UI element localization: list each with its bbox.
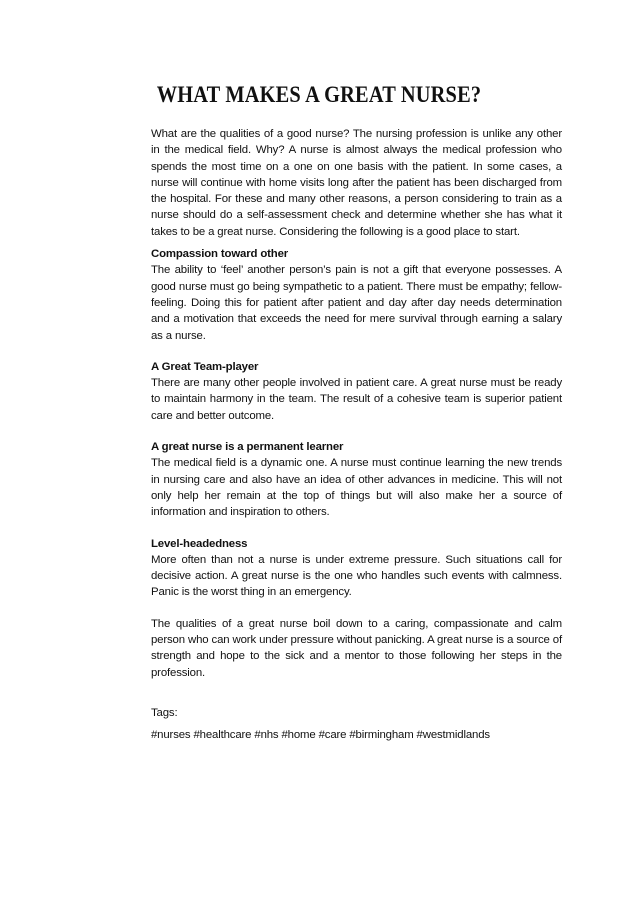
section-compassion: [151, 246, 562, 344]
conclusion-paragraph: The qualities of a great nurse boil down to a caring, compassionate and calm person who can work under pressure without panicking. A great nurse is a source of strength and hope to the sick and a mentor to those following her steps in the profession.: [151, 617, 562, 679]
intro-paragraph: What are the qualities of a good nurse? The nursing profession is unlike any other in the medical field. Why? A nurse is almost always the medical profession who spends the most time on a one on one basis with the patient. In some cases, a nurse will continue with home visits long after the patient has been discharged from the hospital. For these and many other reasons, a person considering to train as a nurse should do a self-assessment check and determine whether she has what it takes to be a great nurse. Considering the following is a good place to start.: [151, 128, 562, 238]
section-heading: A great nurse is a permanent learner: [151, 441, 344, 454]
section-heading: Level-headedness: [151, 537, 248, 550]
section-body: More often than not a nurse is under extreme pressure. Such situations call for decisive action. A great nurse is the one who handles such events with calmness. Panic is the worst thing in an emergency.: [151, 553, 562, 599]
document-body: [151, 126, 562, 744]
document-title: WHAT MAKES A GREAT NURSE?: [156, 82, 482, 107]
tags-list: #nurses #healthcare #nhs #home #care #birmingham #westmidlands: [151, 729, 490, 742]
section-body: The medical field is a dynamic one. A nurse must continue learning the new trends in nursing care and also have an idea of other advances in medicine. This will not only help her remain at the top of things but will also make her a source of information and inspiration to others.: [151, 457, 562, 519]
section-body: There are many other people involved in patient care. A great nurse must be ready to maintain harmony in the team. The result of a cohesive team is superior patient care and better outcome.: [151, 377, 562, 422]
section-heading: Compassion toward other: [151, 248, 289, 261]
section-team-player: [151, 359, 562, 424]
section-level-headedness: [151, 536, 562, 601]
section-body: The ability to ‘feel’ another person’s pain is not a gift that everyone possesses. A good nurse must go being sympathetic to a patient. There must be empathy; fellow-feeling. Doing this for patient after patient and day after day needs determination and a motivation that exceeds the need for mere survival through earning a salary as a nurse.: [151, 264, 562, 342]
section-permanent-learner: [151, 439, 562, 520]
section-heading: A Great Team-player: [151, 360, 259, 373]
tags-label: Tags:: [151, 706, 178, 719]
